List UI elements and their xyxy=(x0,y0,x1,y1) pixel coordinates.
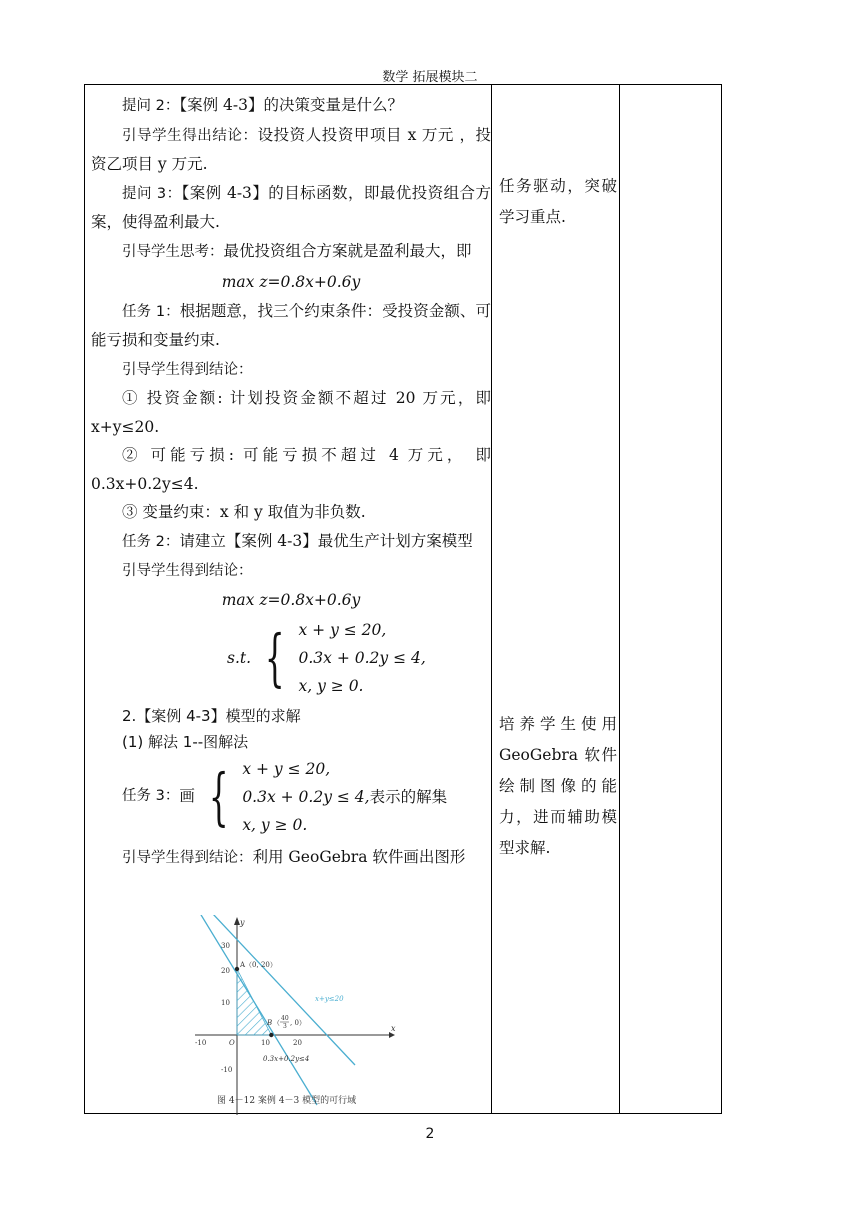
task-text: 画 xyxy=(179,787,195,806)
task-text: 表示的解集 xyxy=(369,787,448,806)
x-tick: -10 xyxy=(195,1039,207,1047)
y-tick: 30 xyxy=(221,942,230,950)
constraint-line: x + y ≤ 20, xyxy=(298,621,387,639)
point-a-label: A（0, 20） xyxy=(240,961,277,969)
y-axis-label: y xyxy=(240,918,245,927)
task3-line xyxy=(122,755,491,839)
x-tick: 20 xyxy=(293,1039,302,1047)
point-b-frac-num: 40 xyxy=(281,1015,289,1022)
y-tick: 10 xyxy=(221,999,230,1007)
x-tick: 10 xyxy=(261,1039,270,1047)
teaching-note: 任务驱动，突破学习重点. xyxy=(499,177,617,226)
line1-label: x+y≤20 xyxy=(315,995,344,1003)
constraint-line: 0.3x + 0.2y ≤ 4, xyxy=(242,787,370,806)
conclusion-label: 引导学生得出结论： xyxy=(122,127,258,144)
constraint-line: x, y ≥ 0. xyxy=(298,677,364,695)
teaching-note: 培养学生使用 GeoGebra 软件绘制图像的能力，进而辅助模型求解. xyxy=(499,715,617,857)
constraint-system xyxy=(227,616,491,700)
page-header: 数学 拓展模块二 xyxy=(382,70,478,85)
method-heading: (1) 解法 1--图解法 xyxy=(122,732,249,751)
conclusion-label: 引导学生得到结论： xyxy=(122,361,253,378)
question-label: 提问 3： xyxy=(122,185,182,202)
main-content xyxy=(91,91,491,872)
point-b-open-paren: （ xyxy=(273,1019,280,1027)
st-label: s.t. xyxy=(227,648,252,667)
objective-function: max z=0.8x+0.6y xyxy=(221,590,361,609)
task-text: 请建立【案例 4-3】最优生产计划方案模型 xyxy=(179,531,473,550)
conclusion-label: 引导学生得到结论： xyxy=(122,563,253,579)
y-tick: 20 xyxy=(221,967,230,975)
conclusion-label: 引导学生得到结论： xyxy=(122,849,253,866)
x-axis-label: x xyxy=(391,1024,396,1033)
line2-label: 0.3x+0.2y≤4 xyxy=(263,1055,310,1063)
brace-icon: { xyxy=(208,759,229,833)
constraint-item: ① 投资金额: 计划投资金额不超过 20 万元，即 x+y≤20. xyxy=(91,389,491,436)
feasible-region-figure xyxy=(195,915,495,1115)
think-label: 引导学生思考： xyxy=(122,243,224,260)
point-b-label: B xyxy=(267,1019,273,1027)
figure-caption: 图 4－12 案例 4－3 模型的可行域 xyxy=(217,1096,357,1106)
objective-function: max z=0.8x+0.6y xyxy=(221,273,361,291)
column-divider xyxy=(619,85,620,1113)
constraint-line: x, y ≥ 0. xyxy=(242,815,308,834)
question-label: 提问 2： xyxy=(122,98,180,114)
point-b-frac-den: 3 xyxy=(283,1023,287,1030)
constraint-item: ② 可能亏损: 可能亏损不超过 4 万元， 即 0.3x+0.2y≤4. xyxy=(91,446,491,493)
constraint-item: ③ 变量约束：x 和 y 取值为非负数. xyxy=(122,503,366,521)
task-text: 根据题意，找三个约束条件：受投资金额、可能亏损和变量约束. xyxy=(91,301,491,349)
constraint-line: x + y ≤ 20, xyxy=(242,759,331,778)
point-b-tail: , 0） xyxy=(290,1019,306,1027)
brace-icon: { xyxy=(264,621,285,694)
page-number: 2 xyxy=(425,1126,435,1142)
point-a xyxy=(235,967,239,971)
task-label: 任务 1： xyxy=(122,303,180,320)
constraint-line: 0.3x + 0.2y ≤ 4, xyxy=(298,649,426,667)
line-x-plus-y xyxy=(197,915,355,1065)
question-text: 【案例 4-3】的决策变量是什么？ xyxy=(179,96,403,114)
think-text: 最优投资组合方案就是盈利最大，即 xyxy=(223,241,472,260)
question-text: 【案例 4-3】的目标函数，即最优投资组合方案，使得盈利最大. xyxy=(91,183,491,231)
section-heading: 2.【案例 4-3】模型的求解 xyxy=(122,707,301,725)
lesson-table xyxy=(84,84,722,1114)
conclusion-text: 设投资人投资甲项目 x 万元 ，投资乙项目 y 万元. xyxy=(91,125,492,173)
task-label: 任务 3： xyxy=(122,788,180,805)
conclusion-text: 利用 GeoGebra 软件画出图形 xyxy=(252,847,466,866)
origin-label: O xyxy=(229,1039,235,1047)
task-label: 任务 2： xyxy=(122,533,180,550)
point-b xyxy=(269,1033,273,1037)
y-tick: -10 xyxy=(221,1066,233,1074)
